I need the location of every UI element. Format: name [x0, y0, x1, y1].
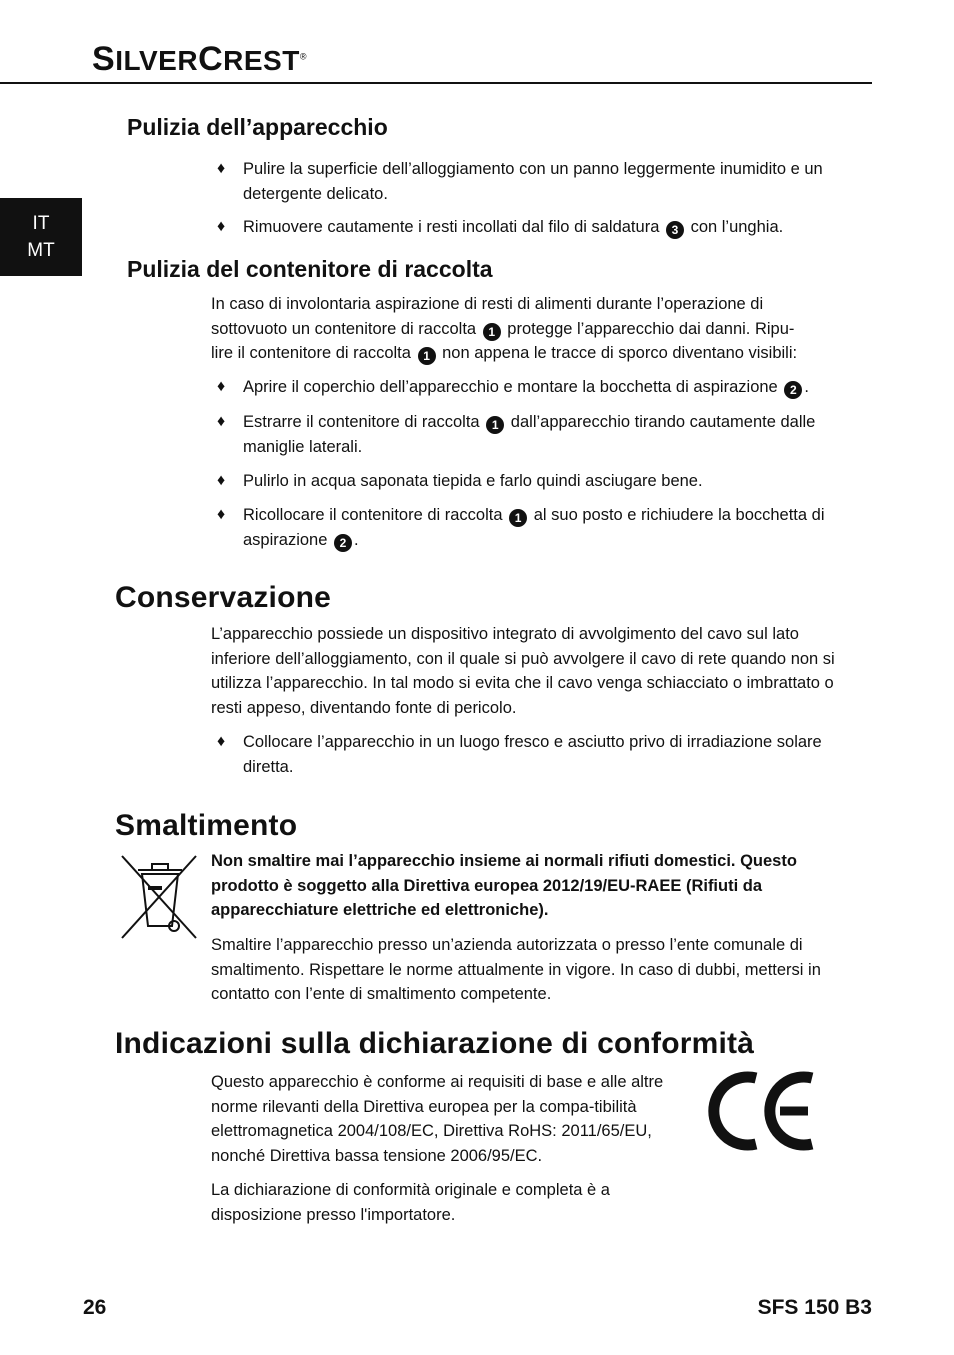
bullet-text: con l’unghia. [690, 218, 784, 236]
diamond-bullet-icon: ♦ [217, 472, 226, 489]
header-divider [0, 82, 872, 84]
part-number-badge: 1 [509, 509, 527, 527]
paragraph-text: protegge l’apparecchio dai danni. Ripu- [507, 319, 795, 338]
bullet-text: . [353, 530, 359, 549]
model-number: SFS 150 B3 [757, 1296, 872, 1319]
bullet-text: Collocare l’apparecchio in un luogo fresco e asciutto privo di irradiazione solare diretta. [243, 733, 822, 776]
bullet-text: Estrarre il contenitore di raccolta [243, 413, 480, 431]
section-title-storage: Conservazione [115, 581, 331, 614]
intro-paragraph [211, 292, 841, 366]
part-number-badge: 2 [784, 381, 802, 399]
bullet-item [217, 375, 843, 400]
bullet-text: dall’apparecchio tirando cautamente dalle maniglie laterali. [243, 413, 816, 456]
ce-mark-icon [708, 1070, 820, 1152]
paragraph-text: non appena le tracce di sporco diventano visibili: [442, 344, 798, 362]
diamond-bullet-icon: ♦ [217, 218, 226, 235]
section-title-cleaning-container: Pulizia del contenitore di raccolta [127, 256, 493, 282]
part-number-badge: 3 [666, 221, 684, 239]
part-number-badge: 1 [418, 347, 436, 365]
lang-code: IT [32, 213, 50, 234]
diamond-bullet-icon: ♦ [217, 160, 226, 177]
diamond-bullet-icon: ♦ [217, 378, 226, 395]
bullet-item [217, 469, 843, 494]
diamond-bullet-icon: ♦ [217, 506, 226, 523]
bullet-text: . [804, 378, 809, 396]
diamond-bullet-icon: ♦ [217, 733, 226, 750]
bullet-item [217, 503, 843, 552]
section-title-disposal: Smaltimento [115, 809, 298, 842]
diamond-bullet-icon: ♦ [217, 413, 226, 430]
crossed-out-wheelie-bin-icon [118, 852, 200, 942]
bullet-item [217, 410, 843, 459]
logo-letter: S [92, 40, 116, 78]
bullet-item [217, 730, 843, 779]
conformity-paragraph: La dichiarazione di conformità originale e completa è a disposizione presso l'importatore. [211, 1181, 610, 1224]
bullet-text: Rimuovere cautamente i resti incollati dal filo di saldatura [243, 218, 660, 236]
language-tab [0, 198, 82, 276]
bullet-text: Pulirlo in acqua saponata tiepida e farlo quindi asciugare bene. [243, 472, 703, 490]
part-number-badge: 1 [483, 323, 501, 341]
bullet-item [217, 215, 843, 240]
bullet-text: al suo posto e richiudere la bocchetta di aspirazione [243, 506, 825, 549]
registered-mark: ® [299, 51, 307, 62]
section-title-cleaning-device: Pulizia dell’apparecchio [127, 114, 388, 140]
part-number-badge: 1 [486, 416, 504, 434]
paragraph-text: lire il contenitore di raccolta [211, 344, 411, 362]
bullet-item [217, 157, 843, 206]
storage-paragraph: L’apparecchio possiede un dispositivo integrato di avvolgimento del cavo sul lato inferiore dell’alloggiamento, con il quale si può avvolgere il cavo di rete quando non si utilizza l’apparecchio. In tal modo si evita che il cavo venga schiacciato o imbrattato o resti appeso, diventando fonte di pericolo. [211, 625, 835, 717]
page-number: 26 [83, 1296, 107, 1319]
bullet-text: Aprire il coperchio dell’apparecchio e montare la bocchetta di aspirazione [243, 378, 778, 396]
paragraph-text: sottovuoto un contenitore di raccolta [211, 319, 477, 338]
conformity-paragraph: Questo apparecchio è conforme ai requisiti di base e alle altre norme rilevanti della Direttiva europea per la compa-tibilità elettromagnetica 2004/108/EC, Direttiva RoHS: 2011/65/EU, nonché Direttiva bassa tensione 2006/95/EC. [211, 1073, 664, 1165]
part-number-badge: 2 [334, 534, 352, 552]
disposal-warning: Non smaltire mai l’apparecchio insieme ai normali rifiuti domestici. Questo prodotto è soggetto alla Direttiva europea 2012/19/EU-RAEE (Rifiuti da apparecchiature elettriche ed elettroniche). [211, 852, 797, 919]
section-title-conformity: Indicazioni sulla dichiarazione di conformità [115, 1027, 755, 1060]
logo-text: ILVER [115, 45, 199, 76]
bullet-text: Ricollocare il contenitore di raccolta [243, 506, 503, 524]
disposal-paragraph: Smaltire l’apparecchio presso un’azienda autorizzata o presso l’ente comunale di smaltimento. Rispettare le norme attualmente in vigore. In caso di dubbi, mettersi in contatto con l’ente di smaltimento competente. [211, 936, 821, 1003]
logo-text: REST [223, 45, 300, 76]
lang-code: MT [27, 240, 55, 261]
paragraph-text: In caso di involontaria aspirazione di resti di alimenti durante l’operazione di [211, 295, 764, 313]
logo-letter: C [198, 40, 224, 78]
brand-logo [92, 40, 307, 79]
bullet-text: Pulire la superficie dell’alloggiamento con un panno leggermente inumidito e un detergente delicato. [243, 160, 823, 203]
